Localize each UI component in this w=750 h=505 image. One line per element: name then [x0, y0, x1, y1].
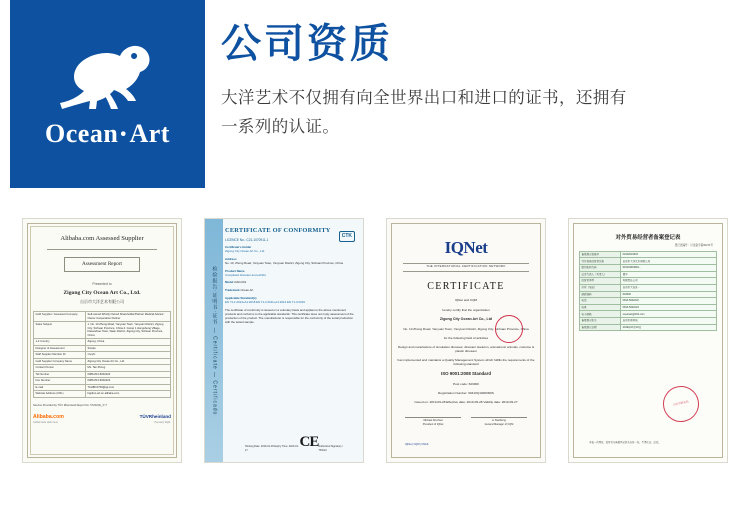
cert4-note: 本表一式两份，经营者与备案登记机关各存一份，不得转让、涂改。: [589, 440, 661, 444]
cert3-registration: Registration Number: 00419Q10000R0S: [438, 390, 494, 395]
cert4-row8-val: 0813-5002223: [621, 304, 717, 311]
table-row: [580, 265, 717, 272]
table-row: [34, 391, 171, 398]
cert4-row5-key: 住所（地址）: [580, 284, 621, 291]
table-row: [580, 284, 717, 291]
table-row: [580, 304, 717, 311]
cert4-row11-key: 备案登记日期: [580, 324, 621, 331]
cert3-line4: for the following field of activities: [443, 335, 489, 340]
cert3-postcode: Post code: 643000: [453, 381, 479, 386]
cert3-signatures: [405, 417, 527, 426]
wordmark-right: Art: [129, 119, 170, 148]
cert1-row7-val: 0086-813-5002222: [86, 371, 171, 378]
cert1-row7-key: Tel Number: [34, 371, 86, 378]
ctk-logo: CTK: [339, 231, 355, 242]
cert3-signature-0-role: President of IQNet: [422, 422, 444, 426]
cert3-signature-1: [471, 417, 527, 426]
table-row: [580, 251, 717, 258]
cert1-presented-label: Presented to: [92, 281, 112, 286]
header-text-block: [205, 0, 641, 142]
cert4-row2-key: 组织机构代码: [580, 265, 621, 272]
cert2-row-address-val: No. 10, Zhong Road, Yanyuan Town, Yanyuan District, Zigong City, Sichuan Province, China: [225, 260, 343, 265]
ce-mark-icon: CE: [299, 433, 319, 450]
cert4-row6-val: 643000: [621, 291, 717, 298]
cert3-signature-0: [405, 417, 461, 426]
iqnet-logo-text: IQNet: [444, 238, 488, 257]
cert4-row2-val: 91510300MA6...: [621, 265, 717, 272]
cert3-line3: No. 10 Zhong Road, Yanyuan Town, Yanyuan District, Zigong City, Sichuan Province, China: [403, 326, 529, 331]
cert2-row-trademark-val: Ocean Art: [240, 288, 254, 293]
cert3-line0: IQNet and CQM: [454, 298, 478, 303]
cert4-row10-key: 备案登记机关: [580, 318, 621, 325]
cert1-row8-key: Fax Number: [34, 378, 86, 385]
cert2-row-trademark-key: Trademark: [225, 288, 240, 293]
cert2-footer: [245, 432, 351, 452]
cert3-signature-1-name: Li XiaoDong: [492, 419, 506, 423]
certificate-of-conformity[interactable]: [204, 218, 364, 463]
cert2-footer-signatory: Authorized Signatory / TKSGC: [318, 445, 343, 452]
cert1-row2-val: Zigong, China: [86, 339, 171, 346]
certificate-iqnet-cqm[interactable]: [386, 218, 546, 463]
cert4-row0-key: 备案登记表编号: [580, 251, 621, 258]
cert2-row-holder-val: Zigong City Ocean Art Co., Ltd.: [225, 248, 266, 253]
cert2-row-standards-val: EN 71-1:2014+A1:2018 EN 71-2:2011+A1:2014 EN 71-3:2019: [225, 300, 305, 305]
brand-wordmark: [45, 119, 170, 149]
cert1-report-label: Assessment Report: [64, 257, 140, 272]
cert2-footer-dates: Hosting Date: 2019-01-18 Expiry Time: 2024-01-17: [245, 445, 299, 452]
cert4-row1-val: 自贡市大洋艺术有限公司: [621, 258, 717, 265]
cert4-row9-key: 电子邮箱: [580, 311, 621, 318]
cert4-row1-key: 对外贸易经营者名称: [580, 258, 621, 265]
cert1-row0-val: Self-owned Wholly Owned Shareholder/Partner Medical Advisor: Owner Cooperation Partner: [86, 312, 171, 322]
table-row: [580, 311, 717, 318]
cert1-footer-note: Service Provided by TÜV Rheinland Report No. 57202(3)_P-T: [33, 403, 107, 407]
cert4-row4-val: 有限责任公司: [621, 278, 717, 285]
cert1-row0-key: Gold Supplier / Assessed Company: [34, 312, 86, 322]
page-header: [0, 0, 750, 210]
cert1-row9-key: E-mail: [34, 384, 86, 391]
cert3-signature-0-name: Michael Drechsel: [423, 419, 443, 423]
cert3-line6: has implemented and maintains a Quality Management System which fulfills the requirements of the following standard: [397, 358, 535, 367]
cert1-row3-val: Simple: [86, 345, 171, 352]
cert1-row9-val: TAHBO1769@qq.com: [86, 384, 171, 391]
iqnet-logo: [397, 237, 535, 260]
cert2-row-holder-key: Certificate's Holder: [225, 244, 252, 249]
cert2-row-address-key: Address: [225, 256, 237, 261]
cert4-row11-val: 2019年03月18日: [621, 324, 717, 331]
cert1-details-table: [33, 311, 171, 398]
cert2-row-holder: [225, 246, 357, 254]
cert3-footer-logos: IQNet | CQM | CNAS: [405, 442, 429, 446]
cert4-row4-key: 经营者类型: [580, 278, 621, 285]
cert3-line1: hereby certify that the organization: [442, 307, 490, 312]
cert2-row-model-val: OAD-001: [234, 280, 247, 285]
cert3-line5: Design and manufacture of simulation dinosaur, dinosaur skeleton, animatronic animals, costume & plastic dinosaur: [397, 344, 535, 354]
cert1-title: Alibaba.com Assessed Supplier: [60, 235, 144, 242]
cert1-brand-row: [33, 414, 171, 424]
alibaba-logo-tagline: Global trade starts here: [33, 420, 58, 424]
certificate-foreign-trade-registration[interactable]: [568, 218, 728, 463]
cert1-row8-val: 0086-813-5002223: [86, 378, 171, 385]
table-row: [580, 324, 717, 331]
page-subtitle: 大洋艺术不仅拥有向全世界出口和进口的证书，还拥有一系列的认证。: [221, 89, 627, 136]
cert2-title: CERTIFICATE OF CONFORMITY: [225, 227, 331, 234]
table-row: [34, 312, 171, 322]
cert1-row6-key: Contact Person: [34, 365, 86, 372]
cert3-dates: Issued on: 2019-09-28 Effective date: 2019-09-28 Validity date: 2019-09-27: [414, 399, 518, 404]
cert4-row10-val: 自贡市商务局: [621, 318, 717, 325]
cert4-row7-val: 0813-5002222: [621, 298, 717, 305]
cert2-row-product: [225, 270, 357, 278]
cert4-title: 对外贸易经营者备案登记表: [615, 235, 681, 241]
certificate-alibaba-assessed-supplier[interactable]: [22, 218, 182, 463]
cert4-subtitle: 登记表编号：川贡备字第00271号: [674, 244, 713, 248]
table-row: [580, 298, 717, 305]
cert1-row10-val: bigdino-art.en.alibaba.com: [86, 391, 171, 398]
cert2-statement: The certificate of conformity is issued on a voluntary basis and applies to the above mentioned products and conforms to the applicable standards. This certificate does not imply assessment of the production of the product. The manufacturer is responsible for the conformity of the serial production with the tested sample.: [225, 308, 354, 324]
cert2-license-number: LICENCE No.: C21-1070911-1: [225, 237, 269, 242]
cert4-row8-key: 传真: [580, 304, 621, 311]
cert2-row-standards: [225, 297, 357, 305]
alibaba-logo-text: Alibaba.com: [33, 413, 64, 420]
wordmark-separator: ·: [118, 117, 129, 150]
cert4-row3-val: 谭中: [621, 271, 717, 278]
cert4-row9-val: oceanart@163.com: [621, 311, 717, 318]
cert1-row2-key: 1-2 Country: [34, 339, 86, 346]
cert2-row-trademark: [225, 289, 357, 293]
table-row: [580, 278, 717, 285]
cert1-row3-key: Designer of Assessment: [34, 345, 86, 352]
cert2-row-model: [225, 281, 357, 285]
cert1-row4-val: zonyfc: [86, 352, 171, 359]
cert1-company: Zigong City Ocean Art Co., Ltd.: [63, 289, 141, 296]
table-row: [580, 318, 717, 325]
cert3-standard: ISO 9001:2008 Standard: [440, 370, 492, 376]
cert4-details-table: [579, 251, 717, 332]
cert4-row5-val: 自贡市大安区...: [621, 284, 717, 291]
wordmark-left: Ocean: [45, 119, 119, 148]
cert2-row-model-key: Model: [225, 280, 234, 285]
cert4-row3-key: 法定代表人（负责人）: [580, 271, 621, 278]
cert2-row-standards-key: Applicable Standard(s): [225, 296, 257, 301]
cert3-line2: Zigong City Ocean Art Co., Ltd: [439, 316, 493, 321]
cert2-row-product-key: Product Name: [225, 268, 245, 273]
cert4-row7-key: 电话: [580, 298, 621, 305]
red-seal-icon: [495, 315, 523, 343]
cert4-row0-val: 01002019003: [621, 251, 717, 258]
cert2-sideband-text: 检验报告·证明书·证书 — Certificate — Certificado: [205, 219, 223, 462]
cert1-company-cn: 自贡市大洋艺术有限公司: [80, 299, 124, 305]
cert1-row1-key: Sales Subject: [34, 322, 86, 339]
cert2-row-address: [225, 258, 357, 266]
iqnet-network-line: THE INTERNATIONAL CERTIFICATION NETWORK: [403, 263, 529, 272]
cert4-row6-key: 邮政编码: [580, 291, 621, 298]
table-row: [580, 291, 717, 298]
tuv-logo: [140, 414, 171, 423]
tuv-logo-tagline: Precisely Right.: [154, 420, 171, 424]
page-title: 公司资质: [221, 22, 393, 66]
cert1-row6-val: Ms. Tan Zhong: [86, 365, 171, 372]
cert3-title: CERTIFICATE: [427, 280, 505, 292]
cert1-divider: [47, 249, 157, 250]
table-row: [580, 258, 717, 265]
cert1-row5-key: Gold Supplier Company Name: [34, 358, 86, 365]
dinosaur-logo-icon: [48, 39, 168, 117]
cert3-signature-1-role: General Manager of CQM: [484, 422, 514, 426]
tuv-logo-text: TÜVRheinland: [139, 414, 171, 420]
table-row: [580, 271, 717, 278]
official-red-stamp-icon: 自贡市商务局: [660, 383, 703, 426]
alibaba-logo: [33, 414, 64, 424]
brand-logo-block: [10, 0, 205, 188]
cert2-row-product-val: Completed dinosaur and exhibit: [225, 272, 266, 277]
cert1-row5-val: Zigong City Ocean Art Co., Ltd.: [86, 358, 171, 365]
cert1-row1-val: 1. No. 10 Zhong Road, Yanyuan Town, Yanyuan District, Zigong City, Sichuan Province, China 2. Group 1 Hongsheng Village, Dasanchao Town, Daan District, Zigong City, Sichuan Province, China: [86, 322, 171, 339]
cert1-row4-key: Staff Supplier Member ID: [34, 352, 86, 359]
cert1-row10-key: Website Address (URL): [34, 391, 86, 398]
table-row: [34, 322, 171, 339]
certificates-row: [0, 218, 750, 503]
